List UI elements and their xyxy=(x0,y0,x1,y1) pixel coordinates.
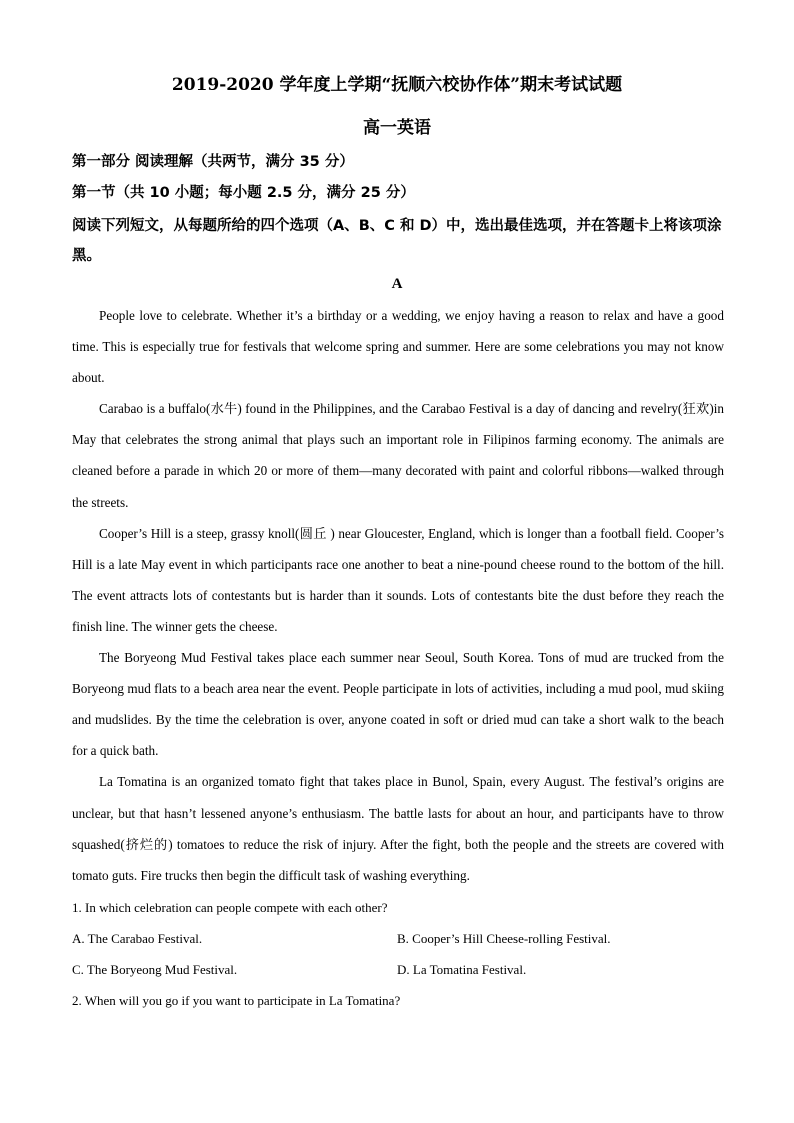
section-heading: 第一节（共 10 小题；每小题 2.5 分，满分 25 分） xyxy=(72,185,415,201)
question-1-option-b: B. Cooper’s Hill Cheese-rolling Festival. xyxy=(397,931,611,946)
instructions: 阅读下列短文，从每题所给的四个选项（A、B、C 和 D）中，选出最佳选项，并在答题卡上将该项涂黑。 xyxy=(72,218,722,264)
passage-paragraph: The Boryeong Mud Festival takes place each summer near Seoul, South Korea. Tons of mud are trucked from the Boryeong mud flats to a beach area near the event. People participate in lots of activities, including a mud pool, mud skiing and mudslides. By the time the celebration is over, anyone coated in soft or dried mud can take a short walk to the beach for a quick bath. xyxy=(72,650,724,759)
question-1-option-a: A. The Carabao Festival. xyxy=(72,931,203,946)
part-heading: 第一部分 阅读理解（共两节，满分 35 分） xyxy=(72,154,354,170)
exam-title: 2019-2020 学年度上学期“抚顺六校协作体”期末考试试题 xyxy=(171,75,623,95)
passage-letter: A xyxy=(391,276,403,292)
passage-paragraph: La Tomatina is an organized tomato fight that takes place in Bunol, Spain, every August. The festival’s origins are unclear, but that hasn’t lessened anyone’s enthusiasm. The battle lasts for about an hour, and participants have to throw squashed(挤烂的) tomatoes to reduce the risk of injury. After the fight, both the people and the streets are covered with tomato guts. Fire trucks then begin the difficult task of washing everything. xyxy=(72,774,724,883)
passage-body xyxy=(72,300,724,891)
question-1-option-d: D. La Tomatina Festival. xyxy=(397,962,527,977)
passage-paragraph: People love to celebrate. Whether it’s a birthday or a wedding, we enjoy having a reason to relax and have a good time. This is especially true for festivals that welcome spring and summer. Here are some celebrations you may not know about. xyxy=(72,308,724,386)
exam-subtitle: 高一英语 xyxy=(363,118,431,138)
question-1-option-c: C. The Boryeong Mud Festival. xyxy=(72,962,238,977)
question-1-stem: 1. In which celebration can people compete with each other? xyxy=(72,900,388,915)
passage-paragraph: Carabao is a buffalo(水牛) found in the Philippines, and the Carabao Festival is a day of dancing and revelry(狂欢)in May that celebrates the strong animal that plays such an important role in Filipinos farming economy. The animals are cleaned before a parade in which 20 or more of them—many decorated with paint and colorful ribbons—walked through the streets. xyxy=(72,401,724,510)
question-2-stem: 2. When will you go if you want to participate in La Tomatina? xyxy=(72,993,401,1008)
passage-paragraph: Cooper’s Hill is a steep, grassy knoll(圆丘 ) near Gloucester, England, which is longer than a football field. Cooper’s Hill is a late May event in which participants race one another to beat a nine-pound cheese round to the bottom of the hill. The event attracts lots of contestants but is harder than it sounds. Lots of contestants bite the dust before they reach the finish line. The winner gets the cheese. xyxy=(72,525,724,634)
